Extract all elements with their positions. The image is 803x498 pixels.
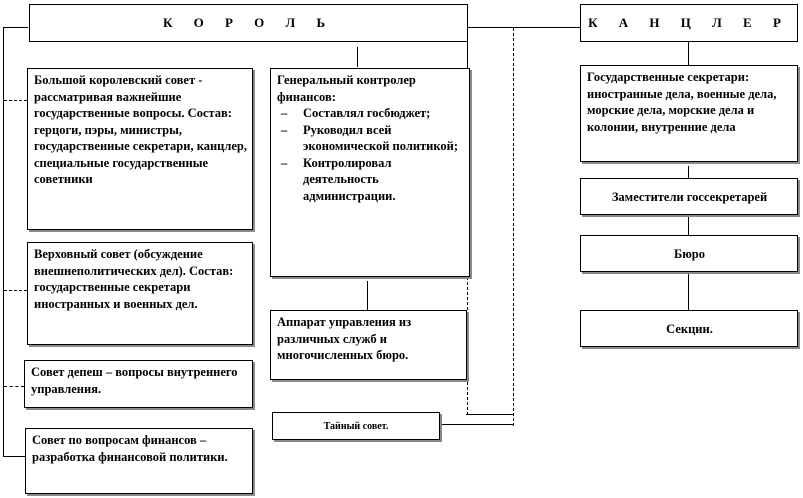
- supreme-council-box: [27, 242, 253, 345]
- king-to-left-trunk-line: [3, 27, 28, 28]
- bureau-text: Бюро: [673, 246, 706, 261]
- sections-box: [580, 310, 798, 347]
- sections-text: Секции.: [666, 321, 713, 336]
- branch-council-depeches: [4, 386, 24, 387]
- king-to-chancellor-line: [467, 27, 580, 28]
- branch-supreme-council: [4, 290, 27, 291]
- deputies-to-bureau-line: [688, 215, 689, 235]
- left-trunk-line: [3, 27, 4, 457]
- king-box: [29, 4, 468, 42]
- secretaries-text: Государственные секретари: иностранные дела, военные дела, морские дела, морские дела и колонии, внутренние дела: [587, 70, 777, 134]
- secretaries-to-deputies-line: [688, 166, 689, 178]
- secret-council-to-trunk-line: [440, 424, 514, 425]
- controller-box: [270, 68, 470, 277]
- secretaries-box: [580, 65, 798, 162]
- branch-finance-council: [3, 456, 25, 457]
- branch-great-council: [4, 100, 27, 101]
- deputies-box: [580, 178, 798, 215]
- bureau-to-sections-line: [688, 272, 689, 310]
- controller-duty-item: – Составлял госбюджет;: [277, 105, 464, 122]
- chancellor-box: [580, 4, 798, 42]
- secret-council-box: [272, 412, 440, 440]
- secret-council-text: Тайный совет.: [323, 420, 389, 432]
- controller-duties-list: [277, 105, 464, 204]
- council-depeches-text: Совет депеш – вопросы внутреннего управления.: [31, 365, 238, 396]
- controller-duty-item: – Руководил всей экономической политикой;: [277, 122, 464, 155]
- king-right-trunk-bottom: [466, 414, 514, 415]
- controller-to-apparatus-line: [367, 281, 368, 310]
- bureau-box: [580, 235, 798, 272]
- supreme-council-text: Верховный совет (обсуждение внешнеполитических дел). Состав: государственные секретари иностранных и военных дел.: [34, 247, 234, 311]
- finance-council-text: Совет по вопросам финансов – разработка финансовой политики.: [32, 433, 228, 464]
- great-council-box: [27, 68, 253, 230]
- finance-council-box: [25, 428, 253, 494]
- deputies-text: Заместители госсекретарей: [611, 189, 768, 204]
- chancellor-title: К А Н Ц Л Е Р: [588, 15, 790, 30]
- council-depeches-box: [24, 360, 253, 408]
- chancellor-to-secretaries-line: [688, 42, 689, 65]
- controller-duty-item: – Контролировал деятельность администрации.: [277, 155, 464, 205]
- chancellor-trunk-dashed: [513, 28, 514, 426]
- great-council-text: Большой королевский совет - рассматривая важнейшие государственные вопросы. Состав: герцоги, пэры, министры, государственные секретари, канцлер, специальные государственные советники: [34, 73, 248, 186]
- controller-title: Генеральный контролер финансов:: [277, 73, 416, 104]
- apparatus-text: Аппарат управления из различных служб и многочисленных бюро.: [277, 315, 412, 362]
- king-to-controller-line: [357, 47, 358, 67]
- apparatus-box: [270, 310, 467, 380]
- king-title: К О Р О Л Ь: [162, 15, 335, 30]
